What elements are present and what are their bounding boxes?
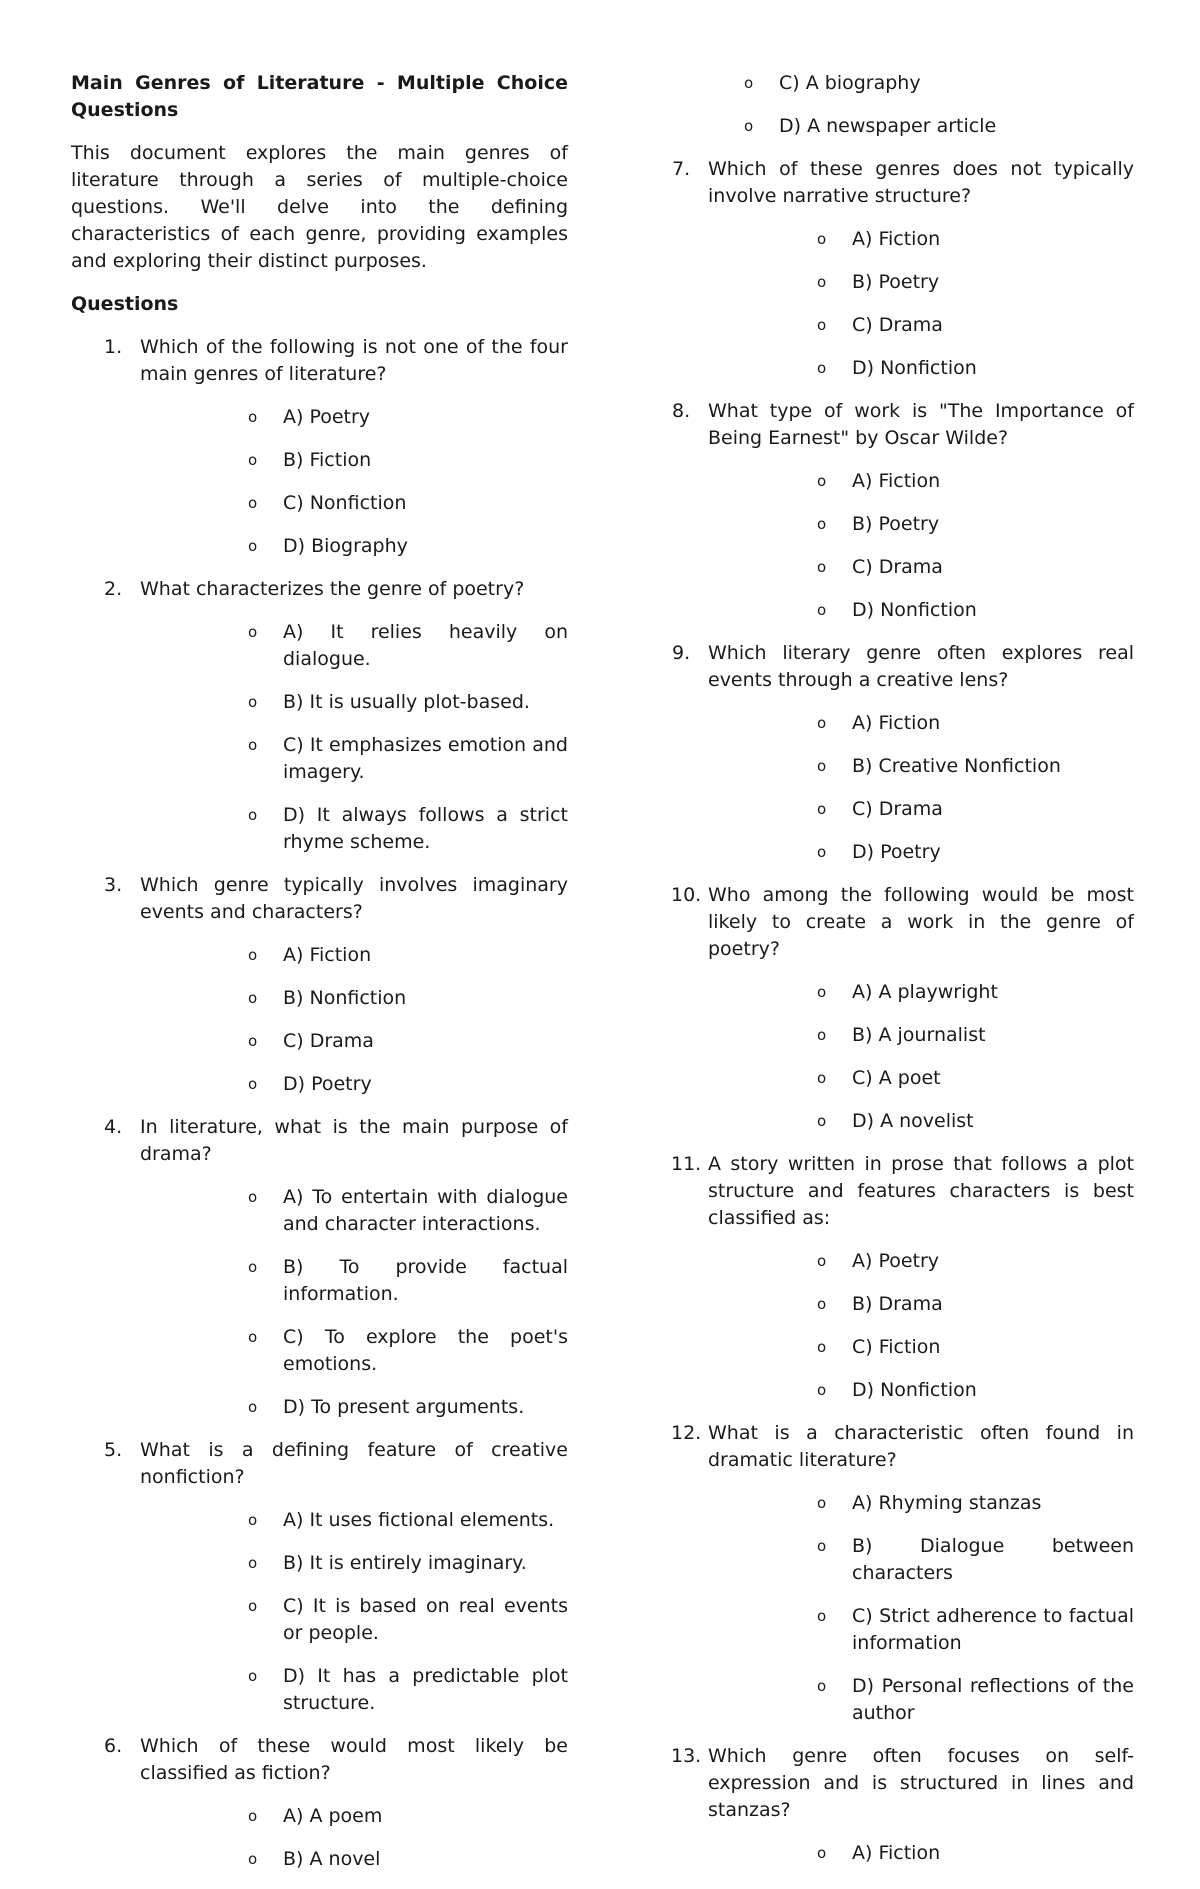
option-text: B) It is usually plot-based. (283, 691, 530, 713)
bullet-icon: o (248, 1032, 258, 1050)
answer-option (708, 1334, 1134, 1361)
option-text: B) It is entirely imaginary. (283, 1552, 527, 1574)
questions-heading: Questions (71, 293, 179, 315)
option-text: B) Nonfiction (283, 987, 407, 1009)
answer-option (708, 796, 1134, 823)
answer-option (708, 1065, 1134, 1092)
document-title: Main Genres of Literature - Multiple Choice Questions (71, 72, 568, 121)
question-item (71, 1114, 568, 1421)
bullet-icon: o (248, 1188, 258, 1206)
bullet-icon: o (248, 623, 258, 641)
answer-option (140, 942, 568, 969)
answer-option (140, 802, 568, 856)
answer-option (708, 1291, 1134, 1318)
answer-option (140, 1846, 568, 1873)
option-text: B) To provide factual information. (283, 1256, 568, 1305)
question-number: 8. (672, 400, 691, 422)
option-text: D) Nonfiction (852, 1379, 977, 1401)
bullet-icon: o (248, 736, 258, 754)
continued-options (635, 70, 1134, 140)
option-text: D) Personal reflections of the author (852, 1675, 1134, 1724)
option-text: D) It always follows a strict rhyme scheme. (283, 804, 568, 853)
answer-option (708, 710, 1134, 737)
option-text: B) Creative Nonfiction (852, 755, 1061, 777)
option-text: A) Fiction (852, 228, 941, 250)
question-number: 11. (671, 1153, 702, 1175)
question-list-left (71, 334, 568, 1873)
bullet-icon: o (817, 1494, 827, 1512)
question-text: Which genre often focuses on self-expression and is structured in lines and stanzas? (708, 1745, 1134, 1821)
option-text: C) Drama (283, 1030, 374, 1052)
option-text: D) A newspaper article (779, 115, 997, 137)
option-text: A) Fiction (852, 712, 941, 734)
bullet-icon: o (248, 989, 258, 1007)
bullet-icon: o (248, 693, 258, 711)
option-list (140, 942, 568, 1098)
bullet-icon: o (817, 558, 827, 576)
question-text: Which genre typically involves imaginary events and characters? (140, 874, 568, 923)
bullet-icon: o (817, 1537, 827, 1555)
option-text: A) It uses fictional elements. (283, 1509, 555, 1531)
question-text: A story written in prose that follows a plot structure and features characters is best classified as: (708, 1153, 1134, 1229)
left-column (71, 70, 568, 1889)
answer-option (140, 533, 568, 560)
option-text: D) Nonfiction (852, 599, 977, 621)
question-text: What characterizes the genre of poetry? (140, 578, 525, 600)
question-item (71, 1733, 568, 1873)
option-list (140, 619, 568, 856)
question-number: 13. (671, 1745, 702, 1767)
question-number: 10. (671, 884, 702, 906)
question-number: 5. (104, 1439, 123, 1461)
answer-option (708, 1248, 1134, 1275)
option-text: D) It has a predictable plot structure. (283, 1665, 568, 1714)
bullet-icon: o (248, 1258, 258, 1276)
option-text: D) A novelist (852, 1110, 974, 1132)
bullet-icon: o (817, 1295, 827, 1313)
option-text: B) A journalist (852, 1024, 986, 1046)
option-text: D) Biography (283, 535, 408, 557)
bullet-icon: o (817, 1381, 827, 1399)
bullet-icon: o (248, 1398, 258, 1416)
bullet-icon: o (248, 408, 258, 426)
question-number: 7. (672, 158, 691, 180)
bullet-icon: o (817, 757, 827, 775)
option-text: B) Poetry (852, 513, 940, 535)
bullet-icon: o (817, 316, 827, 334)
question-number: 1. (104, 336, 123, 358)
option-list (708, 1840, 1134, 1867)
bullet-icon: o (817, 515, 827, 533)
bullet-icon: o (744, 74, 754, 92)
option-text: A) Poetry (283, 406, 371, 428)
option-list (140, 1507, 568, 1717)
answer-option (708, 979, 1134, 1006)
question-number: 9. (672, 642, 691, 664)
bullet-icon: o (817, 1677, 827, 1695)
option-text: C) It is based on real events or people. (283, 1595, 568, 1644)
option-list (708, 1490, 1134, 1727)
bullet-icon: o (817, 1252, 827, 1270)
option-text: C) A biography (779, 72, 921, 94)
bullet-icon: o (248, 537, 258, 555)
answer-option (708, 1108, 1134, 1135)
bullet-icon: o (817, 1338, 827, 1356)
option-text: D) Poetry (283, 1073, 372, 1095)
answer-option (708, 597, 1134, 624)
answer-option (140, 985, 568, 1012)
bullet-icon: o (817, 472, 827, 490)
question-item (635, 640, 1134, 866)
option-text: C) A poet (852, 1067, 941, 1089)
bullet-icon: o (248, 1554, 258, 1572)
answer-option (140, 1507, 568, 1534)
question-number: 2. (104, 578, 123, 600)
bullet-icon: o (817, 230, 827, 248)
bullet-icon: o (744, 117, 754, 135)
answer-option (708, 1840, 1134, 1867)
bullet-icon: o (248, 1511, 258, 1529)
option-text: D) Poetry (852, 841, 941, 863)
option-text: C) To explore the poet's emotions. (283, 1326, 568, 1375)
option-text: C) Nonfiction (283, 492, 407, 514)
answer-option (140, 1028, 568, 1055)
answer-option (140, 1394, 568, 1421)
answer-option (140, 1663, 568, 1717)
question-item (635, 156, 1134, 382)
document-intro: This document explores the main genres of literature through a series of multiple-choice questions. We'll delve into the defining characteristics of each genre, providing examples and exploring their distinct purposes. (71, 142, 568, 272)
option-text: C) Drama (852, 798, 943, 820)
question-text: Which of these genres does not typically involve narrative structure? (708, 158, 1134, 207)
option-list (708, 468, 1134, 624)
option-list (140, 1803, 568, 1873)
bullet-icon: o (248, 1328, 258, 1346)
question-text: Which of the following is not one of the four main genres of literature? (140, 336, 568, 385)
bullet-icon: o (817, 843, 827, 861)
bullet-icon: o (248, 494, 258, 512)
bullet-icon: o (817, 273, 827, 291)
answer-option (140, 1071, 568, 1098)
answer-option (140, 1550, 568, 1577)
option-text: A) It relies heavily on dialogue. (283, 621, 568, 670)
question-text: What type of work is "The Importance of Being Earnest" by Oscar Wilde? (708, 400, 1134, 449)
answer-option (140, 447, 568, 474)
option-list (708, 1248, 1134, 1404)
question-item (71, 576, 568, 856)
answer-option (635, 113, 1134, 140)
bullet-icon: o (817, 714, 827, 732)
question-item (635, 1420, 1134, 1727)
bullet-icon: o (248, 946, 258, 964)
bullet-icon: o (817, 983, 827, 1001)
question-text: Which literary genre often explores real events through a creative lens? (708, 642, 1134, 691)
question-item (635, 882, 1134, 1135)
question-text: In literature, what is the main purpose of drama? (140, 1116, 568, 1165)
bullet-icon: o (248, 1850, 258, 1868)
bullet-icon: o (817, 1026, 827, 1044)
option-text: B) Drama (852, 1293, 943, 1315)
question-number: 3. (104, 874, 123, 896)
answer-option (708, 468, 1134, 495)
answer-option (708, 511, 1134, 538)
option-list (708, 226, 1134, 382)
option-list (708, 710, 1134, 866)
option-list (140, 404, 568, 560)
answer-option (708, 226, 1134, 253)
bullet-icon: o (817, 1112, 827, 1130)
answer-option (140, 732, 568, 786)
answer-option (708, 1533, 1134, 1587)
bullet-icon: o (817, 359, 827, 377)
option-text: B) A novel (283, 1848, 381, 1870)
question-text: Who among the following would be most likely to create a work in the genre of poetry? (708, 884, 1134, 960)
option-list (708, 979, 1134, 1135)
option-text: C) Drama (852, 314, 943, 336)
question-item (71, 1437, 568, 1717)
answer-option (140, 404, 568, 431)
option-text: A) Fiction (852, 1842, 941, 1864)
right-column (635, 70, 1134, 1883)
answer-option (708, 1022, 1134, 1049)
option-text: C) Fiction (852, 1336, 941, 1358)
bullet-icon: o (248, 1597, 258, 1615)
answer-option (708, 355, 1134, 382)
answer-option (708, 839, 1134, 866)
question-number: 4. (104, 1116, 123, 1138)
question-item (635, 1743, 1134, 1867)
option-text: A) Poetry (852, 1250, 940, 1272)
answer-option (708, 1673, 1134, 1727)
question-item (71, 334, 568, 560)
bullet-icon: o (817, 800, 827, 818)
answer-option (708, 1490, 1134, 1517)
question-text: What is a characteristic often found in dramatic literature? (708, 1422, 1134, 1471)
answer-option (140, 1324, 568, 1378)
bullet-icon: o (248, 451, 258, 469)
answer-option (140, 1254, 568, 1308)
option-text: D) Nonfiction (852, 357, 977, 379)
option-text: B) Dialogue between characters (852, 1535, 1134, 1584)
answer-option (708, 269, 1134, 296)
answer-option (140, 1184, 568, 1238)
answer-option (635, 70, 1134, 97)
bullet-icon: o (817, 1844, 827, 1862)
option-text: A) Fiction (283, 944, 372, 966)
answer-option (708, 312, 1134, 339)
question-item (635, 398, 1134, 624)
bullet-icon: o (248, 806, 258, 824)
question-number: 6. (104, 1735, 123, 1757)
option-text: A) To entertain with dialogue and character interactions. (283, 1186, 568, 1235)
question-list-right (635, 156, 1134, 1867)
bullet-icon: o (817, 1607, 827, 1625)
question-number: 12. (671, 1422, 702, 1444)
option-text: C) It emphasizes emotion and imagery. (283, 734, 568, 783)
option-text: A) A poem (283, 1805, 383, 1827)
answer-option (708, 1603, 1134, 1657)
answer-option (140, 1593, 568, 1647)
question-item (635, 1151, 1134, 1404)
option-text: D) To present arguments. (283, 1396, 525, 1418)
question-item (71, 872, 568, 1098)
bullet-icon: o (817, 601, 827, 619)
option-text: C) Strict adherence to factual information (852, 1605, 1134, 1654)
bullet-icon: o (817, 1069, 827, 1087)
answer-option (708, 753, 1134, 780)
question-text: Which of these would most likely be classified as fiction? (140, 1735, 568, 1784)
question-text: What is a defining feature of creative nonfiction? (140, 1439, 568, 1488)
option-list (140, 1184, 568, 1421)
option-text: B) Poetry (852, 271, 940, 293)
bullet-icon: o (248, 1075, 258, 1093)
bullet-icon: o (248, 1807, 258, 1825)
answer-option (140, 1803, 568, 1830)
option-text: A) Rhyming stanzas (852, 1492, 1042, 1514)
bullet-icon: o (248, 1667, 258, 1685)
answer-option (140, 490, 568, 517)
answer-option (708, 1377, 1134, 1404)
option-text: B) Fiction (283, 449, 372, 471)
option-text: A) A playwright (852, 981, 998, 1003)
option-text: A) Fiction (852, 470, 941, 492)
option-text: C) Drama (852, 556, 943, 578)
answer-option (708, 554, 1134, 581)
answer-option (140, 619, 568, 673)
answer-option (140, 689, 568, 716)
